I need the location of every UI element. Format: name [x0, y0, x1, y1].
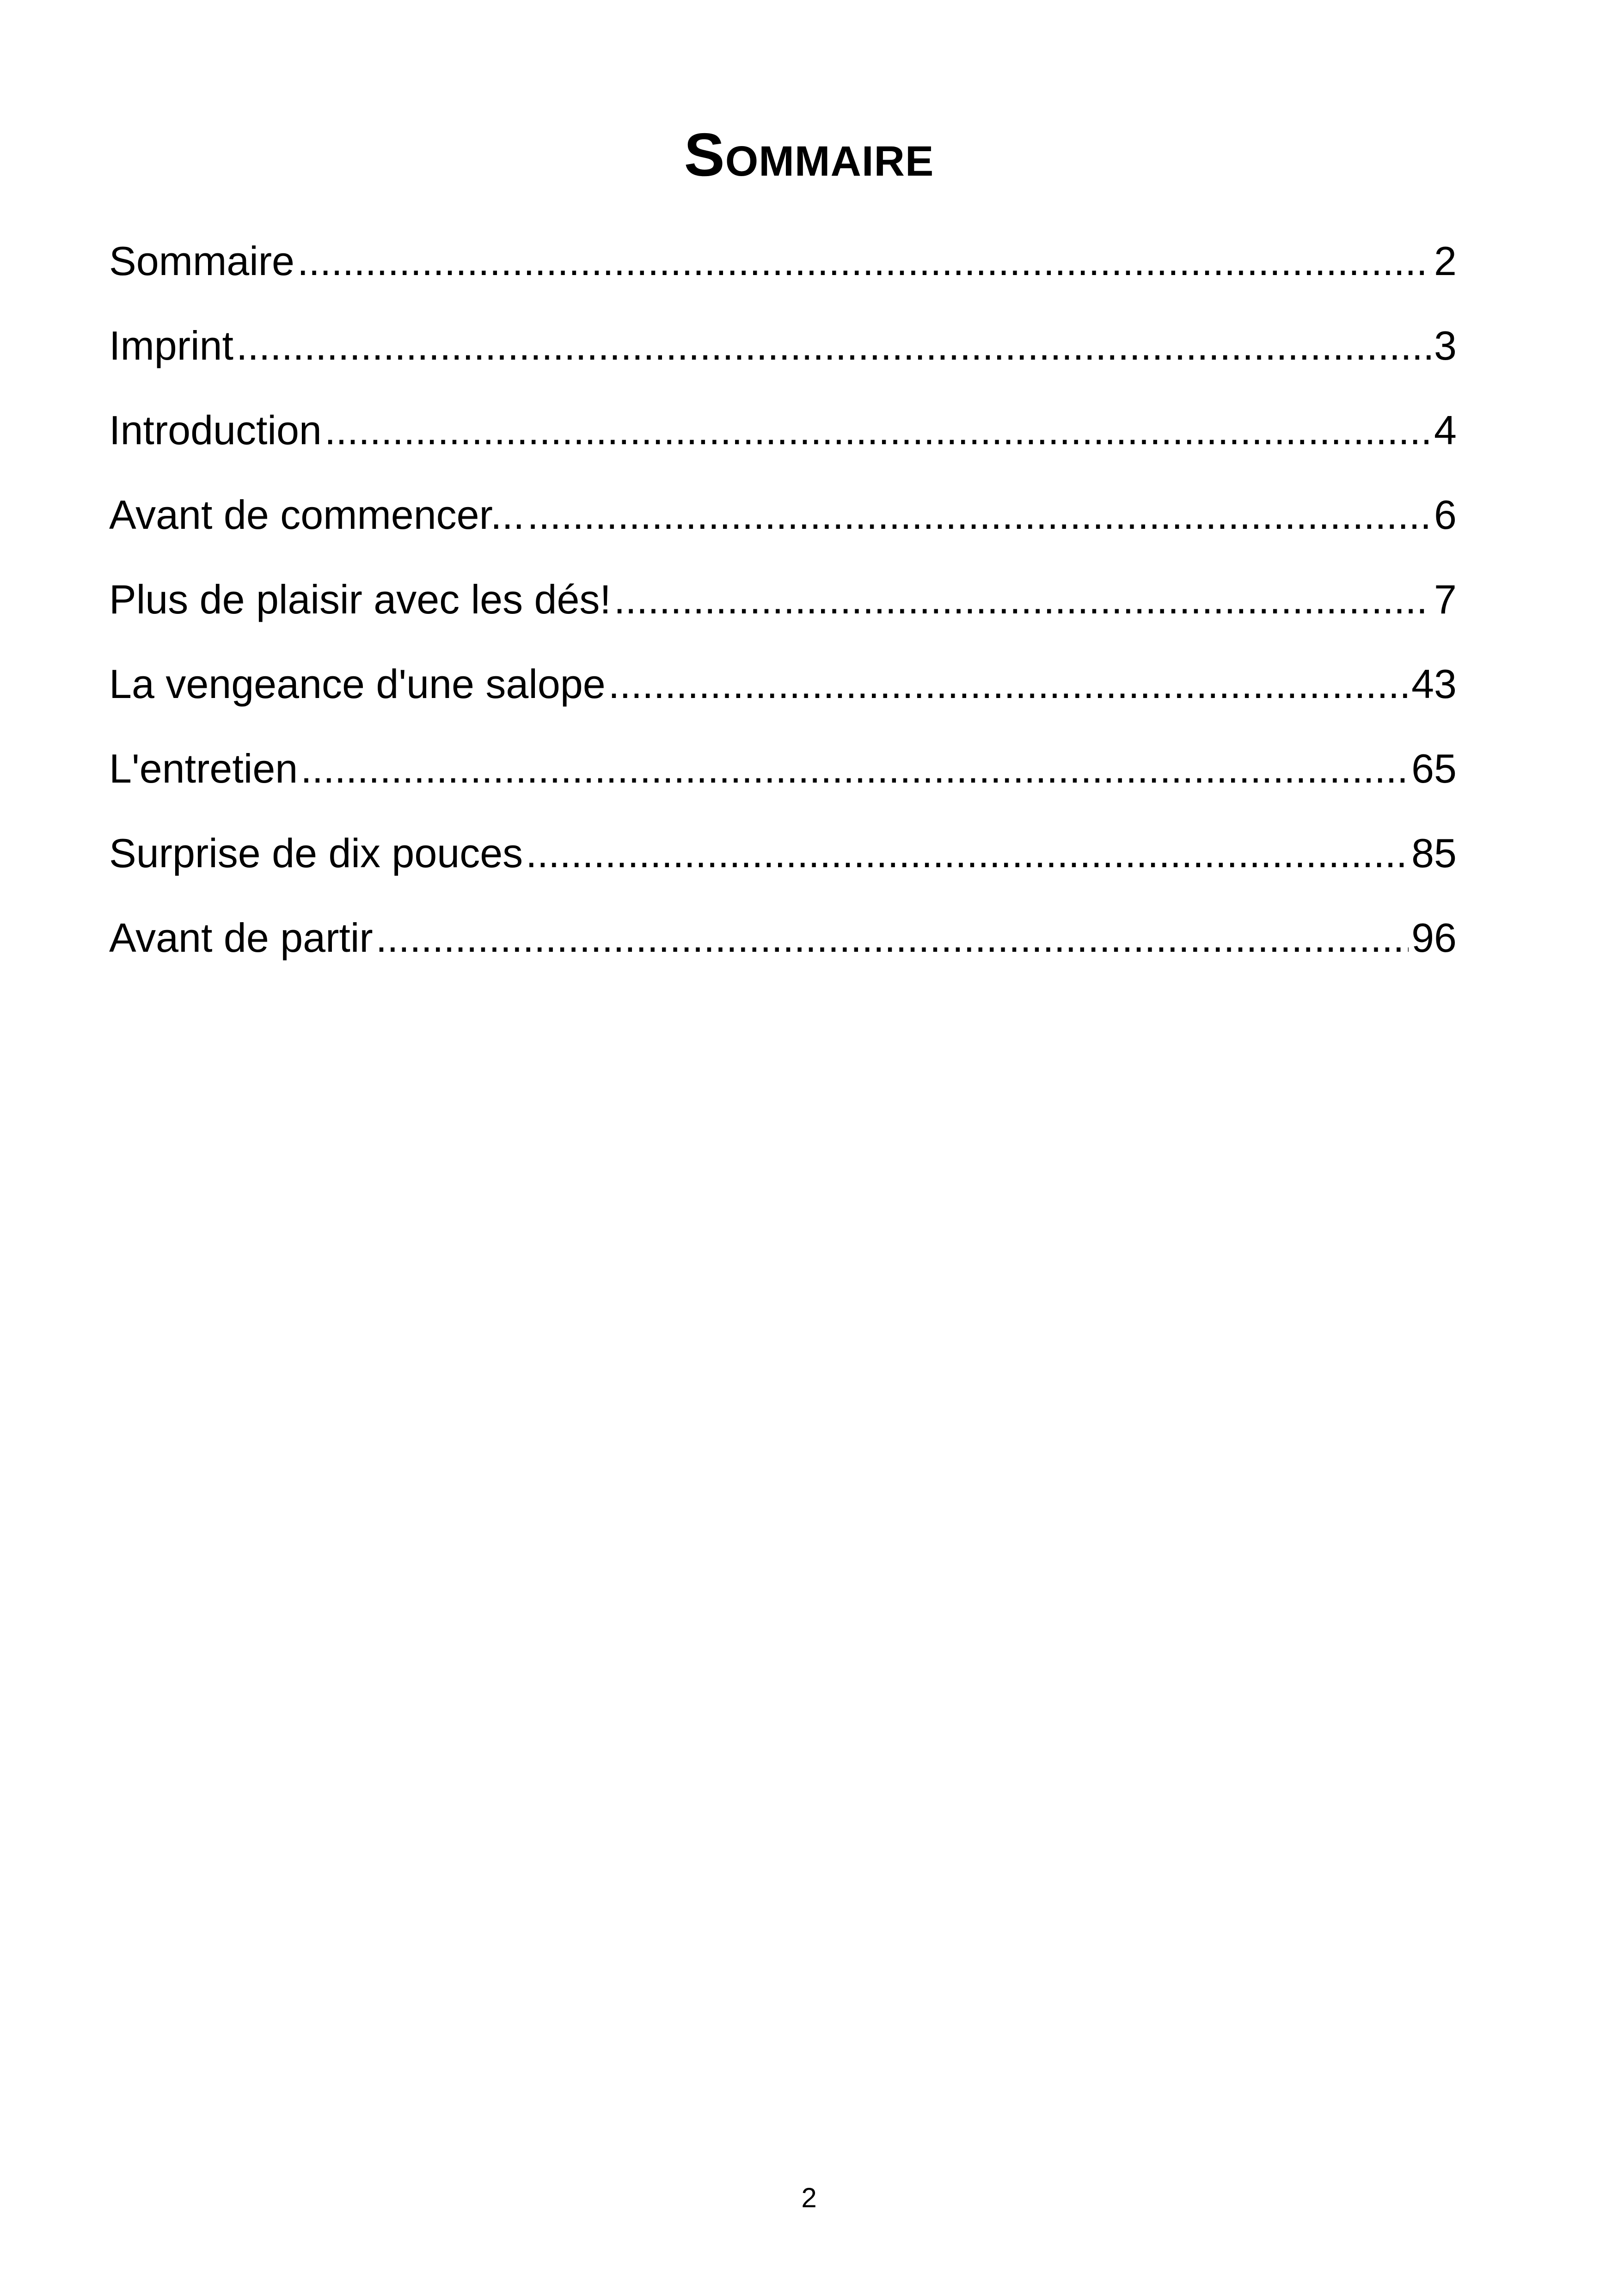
toc-entry-imprint[interactable] — [109, 318, 1457, 403]
toc-entry-label: Introduction — [109, 407, 322, 453]
toc-dot-leader — [526, 826, 1409, 881]
toc-entry-l-entretien[interactable] — [109, 741, 1457, 826]
toc-entry-label: Avant de commencer... — [109, 492, 525, 538]
toc-entry-label: Sommaire — [109, 238, 294, 284]
toc-entry-page: 2 — [1434, 238, 1457, 284]
toc-entry-page: 4 — [1434, 407, 1457, 453]
toc-entry-surprise[interactable] — [109, 826, 1457, 910]
toc-dot-leader — [325, 403, 1431, 458]
toc-entry-label: Avant de partir — [109, 915, 373, 961]
table-of-contents — [109, 233, 1457, 995]
toc-entry-avant-de-commencer[interactable] — [109, 487, 1457, 572]
toc-entry-label: Surprise de dix pouces — [109, 830, 523, 876]
toc-dot-leader — [608, 656, 1409, 712]
toc-dot-leader — [297, 233, 1431, 289]
toc-entry-page: 96 — [1411, 915, 1457, 961]
toc-dot-leader — [236, 318, 1431, 373]
toc-dot-leader — [376, 910, 1409, 966]
page-number: 2 — [801, 2182, 817, 2213]
toc-entry-label: Imprint — [109, 323, 233, 368]
toc-entry-page: 65 — [1411, 746, 1457, 791]
toc-entry-label: L'entretien — [109, 746, 298, 791]
toc-dot-leader — [614, 572, 1431, 627]
toc-dot-leader — [527, 487, 1431, 543]
toc-entry-sommaire[interactable] — [109, 233, 1457, 318]
toc-entry-label: Plus de plaisir avec les dés! — [109, 576, 611, 622]
page-title: Sommaire — [684, 121, 934, 189]
toc-entry-label: La vengeance d'une salope — [109, 661, 606, 707]
toc-entry-page: 43 — [1411, 661, 1457, 707]
toc-dot-leader — [300, 741, 1409, 796]
toc-entry-la-vengeance[interactable] — [109, 656, 1457, 741]
toc-entry-introduction[interactable] — [109, 403, 1457, 487]
toc-entry-page: 3 — [1434, 323, 1457, 368]
toc-entry-plus-de-plaisir[interactable] — [109, 572, 1457, 656]
toc-entry-page: 6 — [1434, 492, 1457, 538]
toc-entry-avant-de-partir[interactable] — [109, 910, 1457, 995]
toc-entry-page: 85 — [1411, 830, 1457, 876]
toc-entry-page: 7 — [1434, 576, 1457, 622]
